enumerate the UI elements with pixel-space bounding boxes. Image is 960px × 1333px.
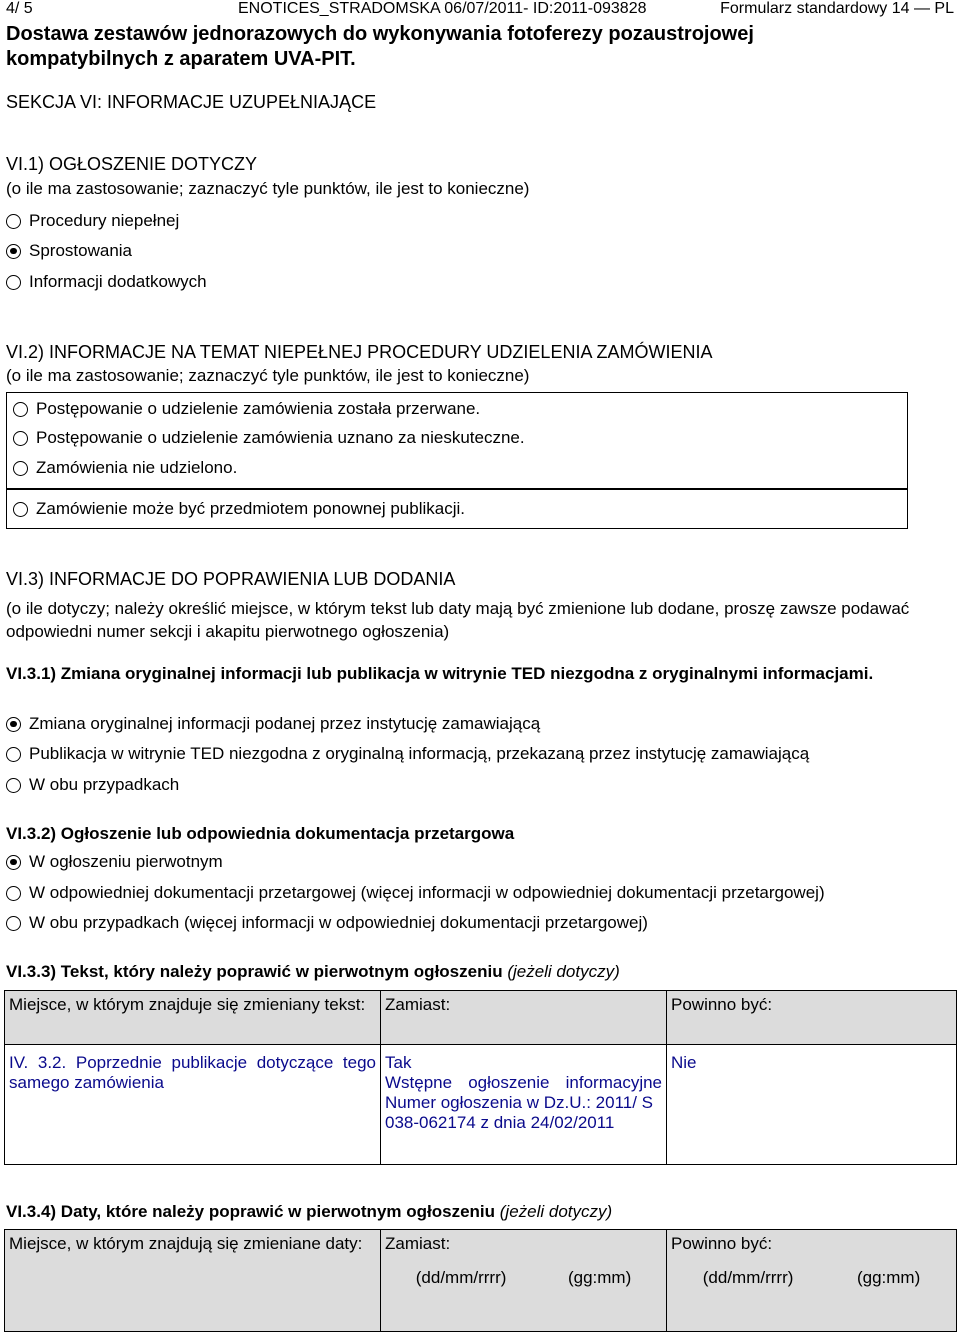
vi2-note: (o ile ma zastosowanie; zaznaczyć tyle punktów, ile jest to konieczne) (6, 366, 530, 385)
radio-unselected-icon[interactable] (13, 502, 28, 517)
subheader-date: (dd/mm/rrrr) (415, 1268, 507, 1287)
option-label: W obu przypadkach (więcej informacji w odpowiedniej dokumentacji przetargowej) (29, 913, 648, 932)
document-id: ENOTICES_STRADOMSKA 06/07/2011- ID:2011-093828 (238, 0, 647, 17)
option-label: Postępowanie o udzielenie zamówienia została przerwane. (36, 399, 481, 418)
vi3-heading: VI.3) INFORMACJE DO POPRAWIENIA LUB DODANIA (6, 569, 456, 589)
vi2-heading: VI.2) INFORMACJE NA TEMAT NIEPEŁNEJ PROCEDURY UDZIELENIA ZAMÓWIENIA (6, 342, 713, 362)
table-header-instead (381, 1230, 667, 1332)
table-row (5, 1045, 957, 1165)
vi33-table (4, 990, 957, 1165)
radio-selected-icon[interactable] (6, 717, 21, 732)
page-header (6, 0, 954, 22)
radio-unselected-icon[interactable] (6, 886, 21, 901)
option-label: W ogłoszeniu pierwotnym (29, 852, 223, 871)
instead-line: Numer ogłoszenia w Dz.U.: 2011/ S 038-062174 z dnia 24/02/2011 (385, 1093, 654, 1132)
vi2-option-nie-udzielono[interactable] (13, 458, 237, 478)
vi34-heading: VI.3.4) Daty, które należy poprawić w pierwotnym ogłoszeniu (6, 1202, 496, 1221)
option-label: Publikacja w witrynie TED niezgodna z oryginalną informacją, przekazaną przez instytucję zamawiającą (29, 744, 810, 763)
radio-unselected-icon[interactable] (13, 431, 28, 446)
vi32-option-dokumentacja[interactable] (6, 883, 825, 903)
radio-unselected-icon[interactable] (6, 747, 21, 762)
radio-selected-icon[interactable] (6, 855, 21, 870)
vi3-note: (o ile dotyczy; należy określić miejsce, w którym tekst lub daty mają być zmienione lub dodane, proszę zawsze podawać odpowiedni numer sekcji i akapitu pierwotnego ogłoszenia) (6, 599, 910, 641)
table-header-row (5, 991, 957, 1045)
vi2-option-przerwane[interactable] (13, 399, 480, 419)
vi1-heading: VI.1) OGŁOSZENIE DOTYCZY (6, 154, 258, 174)
vi31-heading: VI.3.1) Zmiana oryginalnej informacji lub publikacja w witrynie TED niezgodna z oryginalnymi informacjami. (6, 664, 874, 683)
radio-unselected-icon[interactable] (6, 778, 21, 793)
vi2-republish-box (6, 489, 908, 529)
vi31-option-obu[interactable] (6, 775, 179, 795)
vi34-heading-line (6, 1202, 612, 1222)
table-header-row (5, 1230, 957, 1332)
vi1-option-procedury[interactable] (6, 211, 179, 231)
option-label: Zmiana oryginalnej informacji podanej przez instytucję zamawiającą (29, 714, 541, 733)
radio-unselected-icon[interactable] (13, 402, 28, 417)
table-cell-place: IV. 3.2. Poprzednie publikacje dotyczące tego samego zamówienia (5, 1045, 381, 1165)
table-header-should: Powinno być: (667, 991, 957, 1045)
option-label: Zamówienie może być przedmiotem ponownej publikacji. (36, 499, 465, 518)
option-label: Postępowanie o udzielenie zamówienia uznano za nieskuteczne. (36, 428, 525, 447)
option-label: Informacji dodatkowych (29, 272, 207, 291)
subheader-date: (dd/mm/rrrr) (702, 1268, 794, 1287)
instead-line: Wstępne ogłoszenie informacyjne (385, 1073, 662, 1092)
vi33-heading-line (6, 962, 620, 982)
table-header-instead: Zamiast: (381, 991, 667, 1045)
document-title: Dostawa zestawów jednorazowych do wykonywania fotoferezy pozaustrojowej kompatybilnych z aparatem UVA-PIT. (6, 23, 754, 70)
table-cell-should: Nie (667, 1045, 957, 1165)
radio-unselected-icon[interactable] (6, 214, 21, 229)
subheader-time: (gg:mm) (567, 1268, 632, 1287)
option-label: W obu przypadkach (29, 775, 180, 794)
table-header-place: Miejsce, w którym znajdują się zmieniane daty: (5, 1230, 381, 1332)
radio-selected-icon[interactable] (6, 244, 21, 259)
radio-unselected-icon[interactable] (6, 916, 21, 931)
header-label: Zamiast: (385, 1234, 451, 1253)
vi33-heading-note: (jeżeli dotyczy) (507, 962, 620, 981)
should-subheaders (671, 1268, 952, 1288)
vi2-option-nieskuteczne[interactable] (13, 428, 525, 448)
vi32-heading: VI.3.2) Ogłoszenie lub odpowiednia dokumentacja przetargowa (6, 824, 515, 843)
option-label: Zamówienia nie udzielono. (36, 458, 238, 477)
table-header-place: Miejsce, w którym znajduje się zmieniany tekst: (5, 991, 381, 1045)
subheader-time: (gg:mm) (856, 1268, 921, 1287)
vi2-option-republish[interactable] (13, 499, 465, 519)
radio-unselected-icon[interactable] (6, 275, 21, 290)
page-number: 4/ 5 (6, 0, 33, 17)
table-cell-instead (381, 1045, 667, 1165)
section-title: SEKCJA VI: INFORMACJE UZUPEŁNIAJĄCE (6, 92, 377, 112)
vi33-heading: VI.3.3) Tekst, który należy poprawić w pierwotnym ogłoszeniu (6, 962, 503, 981)
vi1-option-sprostowania[interactable] (6, 241, 132, 261)
option-label: W odpowiedniej dokumentacji przetargowej (więcej informacji w odpowiedniej dokumentacji przetargowej) (29, 883, 825, 902)
instead-line: Tak (385, 1053, 412, 1072)
option-label: Sprostowania (29, 241, 133, 260)
vi32-option-obu[interactable] (6, 913, 648, 933)
option-label: Procedury niepełnej (29, 211, 180, 230)
vi31-option-zmiana[interactable] (6, 714, 540, 734)
vi32-option-pierwotne[interactable] (6, 852, 223, 872)
vi34-table (4, 1229, 957, 1332)
table-header-should (667, 1230, 957, 1332)
vi31-option-publikacja[interactable] (6, 744, 809, 764)
form-name: Formularz standardowy 14 — PL (720, 0, 954, 17)
vi1-option-informacji[interactable] (6, 272, 207, 292)
vi34-heading-note: (jeżeli dotyczy) (499, 1202, 613, 1221)
instead-subheaders (385, 1268, 662, 1288)
vi1-note: (o ile ma zastosowanie; zaznaczyć tyle punktów, ile jest to konieczne) (6, 179, 530, 198)
radio-unselected-icon[interactable] (13, 461, 28, 476)
header-label: Powinno być: (671, 1234, 773, 1253)
vi2-options-box (6, 392, 908, 489)
